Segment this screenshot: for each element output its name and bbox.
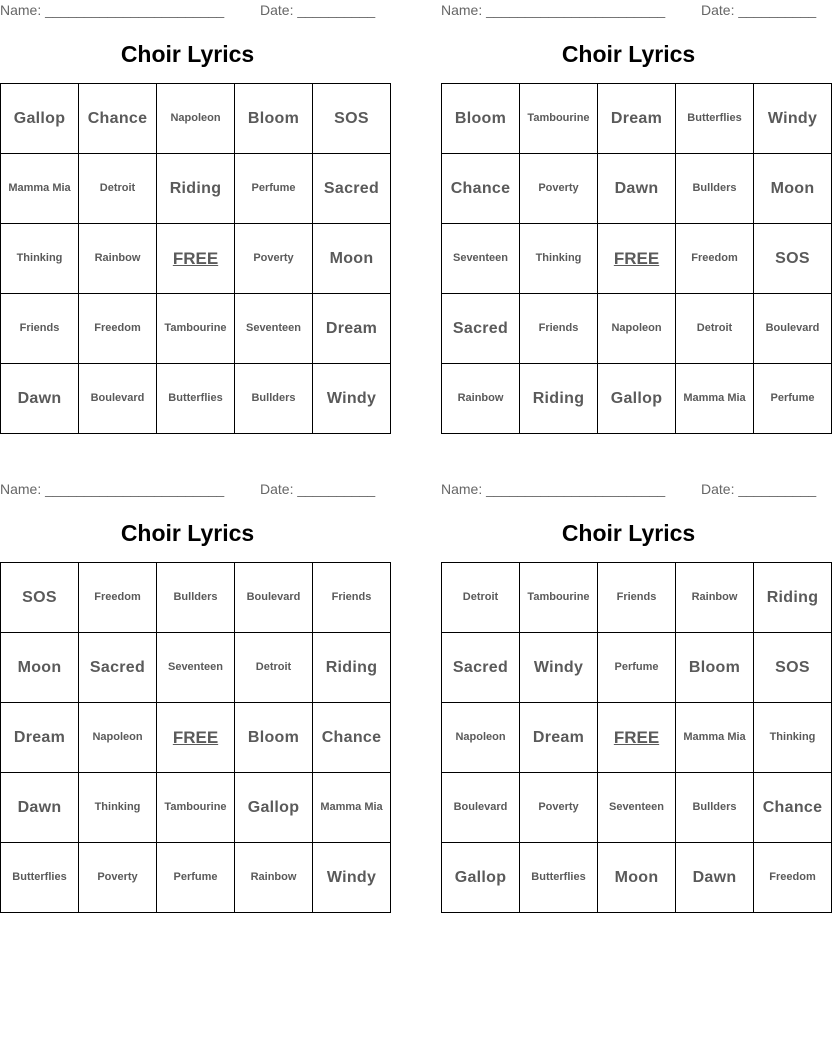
- grid-cell: Dawn: [598, 154, 676, 224]
- bingo-card: [441, 0, 820, 407]
- grid-cell: Freedom: [754, 843, 832, 913]
- grid-cell: SOS: [754, 633, 832, 703]
- grid-row: [1, 633, 391, 703]
- grid-cell: Friends: [598, 563, 676, 633]
- grid-cell: Bullders: [676, 773, 754, 843]
- name-field-label: Name: _______________________: [0, 481, 225, 497]
- grid-cell: Dream: [520, 703, 598, 773]
- free-space-cell: FREE: [157, 224, 235, 294]
- grid-row: [442, 633, 832, 703]
- grid-cell: Rainbow: [79, 224, 157, 294]
- grid-cell: Dawn: [1, 364, 79, 434]
- grid-row: [442, 563, 832, 633]
- grid-cell: Rainbow: [676, 563, 754, 633]
- grid-row: [1, 84, 391, 154]
- grid-row: [442, 84, 832, 154]
- grid-cell: Poverty: [79, 843, 157, 913]
- card-title: Choir Lyrics: [561, 520, 696, 546]
- grid-cell: Windy: [520, 633, 598, 703]
- grid-cell: Butterflies: [520, 843, 598, 913]
- card-title: Choir Lyrics: [120, 41, 255, 67]
- name-field-label: Name: _______________________: [441, 481, 666, 497]
- grid-cell: Poverty: [520, 154, 598, 224]
- grid-cell: Sacred: [442, 633, 520, 703]
- grid-cell: Windy: [313, 843, 391, 913]
- grid-cell: Poverty: [520, 773, 598, 843]
- grid-cell: Chance: [313, 703, 391, 773]
- grid-cell: Riding: [520, 364, 598, 434]
- grid-cell: Riding: [754, 563, 832, 633]
- card-header: [441, 0, 816, 22]
- grid-cell: Bullders: [676, 154, 754, 224]
- grid-cell: Detroit: [79, 154, 157, 224]
- grid-cell: Moon: [1, 633, 79, 703]
- grid-cell: Detroit: [442, 563, 520, 633]
- grid-cell: Sacred: [79, 633, 157, 703]
- bingo-grid: [0, 83, 391, 434]
- grid-cell: Perfume: [235, 154, 313, 224]
- grid-cell: Bloom: [676, 633, 754, 703]
- grid-cell: Gallop: [235, 773, 313, 843]
- grid-cell: Freedom: [79, 294, 157, 364]
- grid-cell: Freedom: [79, 563, 157, 633]
- bingo-card: [0, 479, 383, 886]
- name-field-label: Name: _______________________: [441, 2, 666, 18]
- grid-cell: Dawn: [676, 843, 754, 913]
- grid-cell: Seventeen: [235, 294, 313, 364]
- grid-cell: Friends: [1, 294, 79, 364]
- grid-cell: Thinking: [754, 703, 832, 773]
- grid-cell: Bloom: [235, 703, 313, 773]
- grid-cell: Detroit: [235, 633, 313, 703]
- grid-row: [442, 773, 832, 843]
- grid-cell: Tambourine: [157, 773, 235, 843]
- grid-cell: Perfume: [157, 843, 235, 913]
- grid-cell: SOS: [1, 563, 79, 633]
- date-field-label: Date: __________: [260, 481, 376, 497]
- grid-cell: Napoleon: [442, 703, 520, 773]
- grid-cell: Chance: [79, 84, 157, 154]
- card-header: [0, 479, 375, 501]
- grid-cell: Gallop: [1, 84, 79, 154]
- grid-cell: Butterflies: [157, 364, 235, 434]
- card-header: [441, 479, 816, 501]
- grid-cell: Tambourine: [520, 84, 598, 154]
- grid-cell: Gallop: [442, 843, 520, 913]
- bingo-card: [441, 479, 823, 886]
- free-space-cell: FREE: [598, 703, 676, 773]
- grid-cell: SOS: [754, 224, 832, 294]
- grid-row: [1, 773, 391, 843]
- grid-cell: Butterflies: [1, 843, 79, 913]
- card-title: Choir Lyrics: [561, 41, 696, 67]
- grid-row: [1, 154, 391, 224]
- grid-cell: Friends: [520, 294, 598, 364]
- bingo-card: [0, 0, 380, 407]
- grid-cell: Moon: [754, 154, 832, 224]
- grid-cell: Sacred: [313, 154, 391, 224]
- grid-cell: Rainbow: [442, 364, 520, 434]
- grid-cell: Bullders: [235, 364, 313, 434]
- free-space-cell: FREE: [157, 703, 235, 773]
- grid-cell: Bloom: [235, 84, 313, 154]
- grid-cell: Dream: [598, 84, 676, 154]
- grid-cell: Riding: [157, 154, 235, 224]
- grid-cell: Chance: [442, 154, 520, 224]
- date-field-label: Date: __________: [701, 481, 817, 497]
- grid-cell: Boulevard: [235, 563, 313, 633]
- date-field-label: Date: __________: [701, 2, 817, 18]
- grid-cell: Mamma Mia: [1, 154, 79, 224]
- grid-cell: Tambourine: [157, 294, 235, 364]
- grid-cell: Tambourine: [520, 563, 598, 633]
- grid-row: [442, 703, 832, 773]
- grid-cell: Friends: [313, 563, 391, 633]
- grid-cell: Seventeen: [442, 224, 520, 294]
- grid-cell: Perfume: [598, 633, 676, 703]
- grid-cell: Thinking: [1, 224, 79, 294]
- grid-cell: Seventeen: [598, 773, 676, 843]
- grid-cell: Windy: [754, 84, 832, 154]
- grid-cell: Napoleon: [157, 84, 235, 154]
- grid-cell: Mamma Mia: [676, 703, 754, 773]
- free-space-cell: FREE: [598, 224, 676, 294]
- grid-cell: Dawn: [1, 773, 79, 843]
- bingo-grid: [441, 83, 832, 434]
- grid-cell: Thinking: [520, 224, 598, 294]
- grid-cell: Bullders: [157, 563, 235, 633]
- grid-row: [1, 224, 391, 294]
- grid-row: [442, 364, 832, 434]
- grid-cell: Poverty: [235, 224, 313, 294]
- grid-cell: Mamma Mia: [313, 773, 391, 843]
- grid-cell: Chance: [754, 773, 832, 843]
- grid-cell: Moon: [598, 843, 676, 913]
- grid-cell: Thinking: [79, 773, 157, 843]
- grid-row: [442, 294, 832, 364]
- grid-row: [1, 703, 391, 773]
- grid-cell: Dream: [313, 294, 391, 364]
- grid-cell: Detroit: [676, 294, 754, 364]
- grid-cell: SOS: [313, 84, 391, 154]
- grid-cell: Seventeen: [157, 633, 235, 703]
- grid-row: [1, 364, 391, 434]
- grid-cell: Riding: [313, 633, 391, 703]
- grid-cell: Sacred: [442, 294, 520, 364]
- grid-cell: Dream: [1, 703, 79, 773]
- grid-cell: Napoleon: [79, 703, 157, 773]
- grid-row: [1, 563, 391, 633]
- grid-row: [1, 294, 391, 364]
- grid-cell: Windy: [313, 364, 391, 434]
- card-title: Choir Lyrics: [120, 520, 255, 546]
- grid-cell: Freedom: [676, 224, 754, 294]
- grid-cell: Moon: [313, 224, 391, 294]
- grid-cell: Boulevard: [442, 773, 520, 843]
- grid-row: [442, 843, 832, 913]
- grid-cell: Boulevard: [79, 364, 157, 434]
- grid-cell: Gallop: [598, 364, 676, 434]
- date-field-label: Date: __________: [260, 2, 376, 18]
- name-field-label: Name: _______________________: [0, 2, 225, 18]
- grid-row: [1, 843, 391, 913]
- grid-cell: Boulevard: [754, 294, 832, 364]
- grid-cell: Butterflies: [676, 84, 754, 154]
- grid-cell: Bloom: [442, 84, 520, 154]
- grid-cell: Perfume: [754, 364, 832, 434]
- bingo-grid: [441, 562, 832, 913]
- grid-cell: Rainbow: [235, 843, 313, 913]
- grid-cell: Napoleon: [598, 294, 676, 364]
- grid-row: [442, 224, 832, 294]
- grid-row: [442, 154, 832, 224]
- grid-cell: Mamma Mia: [676, 364, 754, 434]
- card-header: [0, 0, 375, 22]
- bingo-grid: [0, 562, 391, 913]
